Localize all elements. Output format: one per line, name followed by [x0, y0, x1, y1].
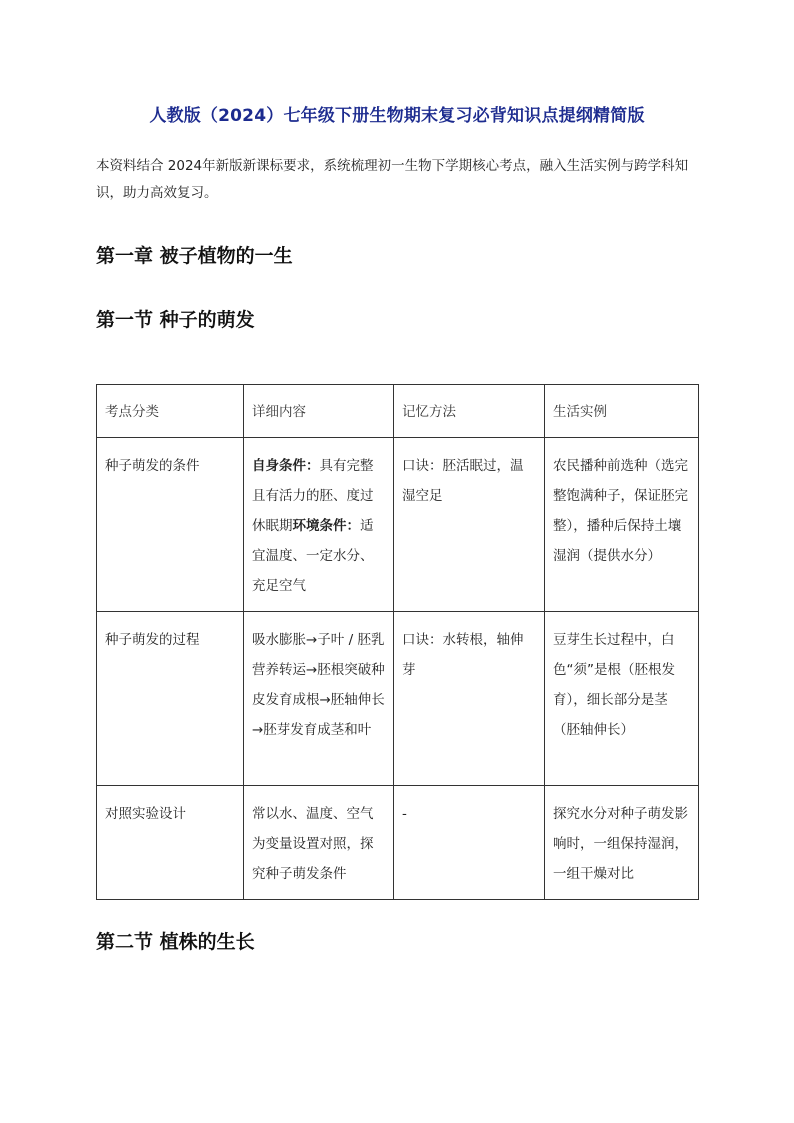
document-title: 人教版（2024）七年级下册生物期末复习必背知识点提纲精简版 [149, 106, 645, 126]
table-header-row [97, 385, 699, 438]
memory-cell: 口诀：水转根，轴伸芽 [394, 612, 545, 786]
memory-cell: 口诀：胚活眠过，温湿空足 [394, 438, 545, 612]
example-cell: 豆芽生长过程中，白色“须”是根（胚根发育），细长部分是茎（胚轴伸长） [545, 612, 699, 786]
detail-label: 环境条件： [292, 518, 360, 534]
category-cell: 对照实验设计 [97, 786, 244, 900]
category-cell: 种子萌发的条件 [97, 438, 244, 612]
detail-cell [244, 438, 394, 612]
section-heading-seed-germination: 第一节 种子的萌发 [96, 309, 255, 331]
table-header-cell: 生活实例 [545, 385, 699, 438]
detail-label: 自身条件： [252, 458, 320, 474]
intro-paragraph: 本资料结合 2024年新版新课标要求，系统梳理初一生物下学期核心考点，融入生活实例与跨学科知识，助力高效复习。 [96, 158, 689, 201]
memory-cell: - [394, 786, 545, 900]
table-header-cell: 记忆方法 [394, 385, 545, 438]
table-row [97, 612, 699, 786]
section-heading-plant-growth: 第二节 植株的生长 [96, 931, 255, 953]
knowledge-points-table [96, 384, 699, 900]
table-row [97, 786, 699, 900]
example-cell: 农民播种前选种（选完整饱满种子，保证胚完整），播种后保持土壤湿润（提供水分） [545, 438, 699, 612]
detail-cell: 吸水膨胀→子叶 / 胚乳营养转运→胚根突破种皮发育成根→胚轴伸长→胚芽发育成茎和叶 [244, 612, 394, 786]
detail-text: 具有完整且有活力的胚、度过休眠期 [252, 458, 374, 534]
example-cell: 探究水分对种子萌发影响时，一组保持湿润，一组干燥对比 [545, 786, 699, 900]
table-header-cell: 考点分类 [97, 385, 244, 438]
chapter-heading: 第一章 被子植物的一生 [96, 245, 293, 267]
category-cell: 种子萌发的过程 [97, 612, 244, 786]
detail-cell: 常以水、温度、空气为变量设置对照，探究种子萌发条件 [244, 786, 394, 900]
table-header-cell: 详细内容 [244, 385, 394, 438]
table-row [97, 438, 699, 612]
detail-text: 适宜温度、一定水分、充足空气 [252, 518, 374, 594]
